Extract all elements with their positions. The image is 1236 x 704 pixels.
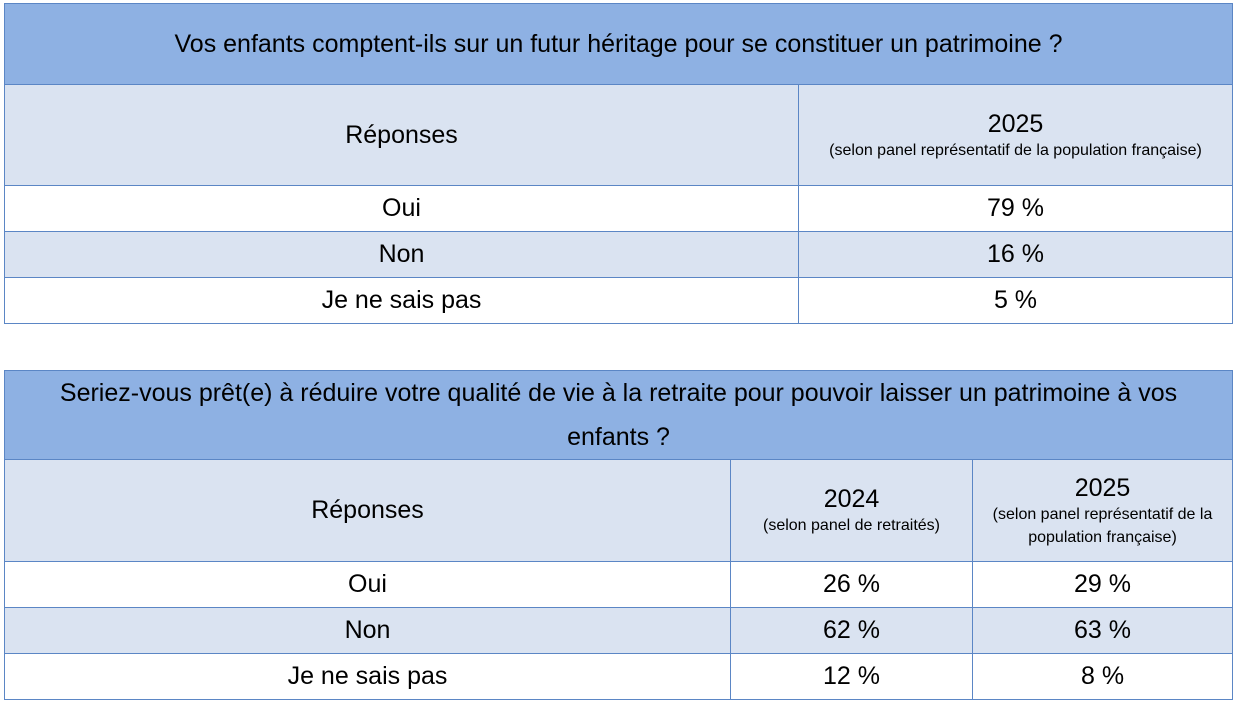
table2-year1: 2024 [823,485,880,513]
table2-row-value-2024: 62 % [731,608,973,654]
table1-year: 2025 [987,109,1044,138]
table2-year1-note: (selon panel de retraités) [763,517,940,534]
table2-row-value-2025: 63 % [973,608,1233,654]
table-row [5,232,1233,278]
table1-row-value: 16 % [799,232,1233,278]
table1-row-value: 5 % [799,278,1233,324]
table-row [5,608,1233,654]
table2-year2: 2025 [1074,473,1131,502]
table2-row-value-2025: 8 % [973,654,1233,700]
heritage-expectation-table [4,3,1233,324]
table-row [5,654,1233,700]
table-row [5,562,1233,608]
table1-year-header [799,85,1233,186]
table2-row-value-2025: 29 % [973,562,1233,608]
table2-year2-header [973,460,1233,562]
table2-row-label: Je ne sais pas [5,654,731,700]
table1-row-label: Non [5,232,799,278]
table1-row-label: Je ne sais pas [5,278,799,324]
table2-question: Seriez-vous prêt(e) à réduire votre qualité de vie à la retraite pour pouvoir laisser un patrimoine à vos enfants ? [5,371,1233,460]
table-row [5,186,1233,232]
table2-row-value-2024: 12 % [731,654,973,700]
table1-question: Vos enfants comptent-ils sur un futur héritage pour se constituer un patrimoine ? [5,4,1233,85]
table2-responses-header: Réponses [5,460,731,562]
table1-responses-header: Réponses [5,85,799,186]
table2-row-label: Oui [5,562,731,608]
table1-row-value: 79 % [799,186,1233,232]
table2-year1-header [731,460,973,562]
table-row [5,278,1233,324]
table2-row-value-2024: 26 % [731,562,973,608]
table1-year-note: (selon panel représentatif de la population française) [829,141,1202,159]
table1-row-label: Oui [5,186,799,232]
table2-year2-note: (selon panel représentatif de la population française) [992,505,1213,546]
retirement-sacrifice-table [4,370,1233,700]
table2-row-label: Non [5,608,731,654]
